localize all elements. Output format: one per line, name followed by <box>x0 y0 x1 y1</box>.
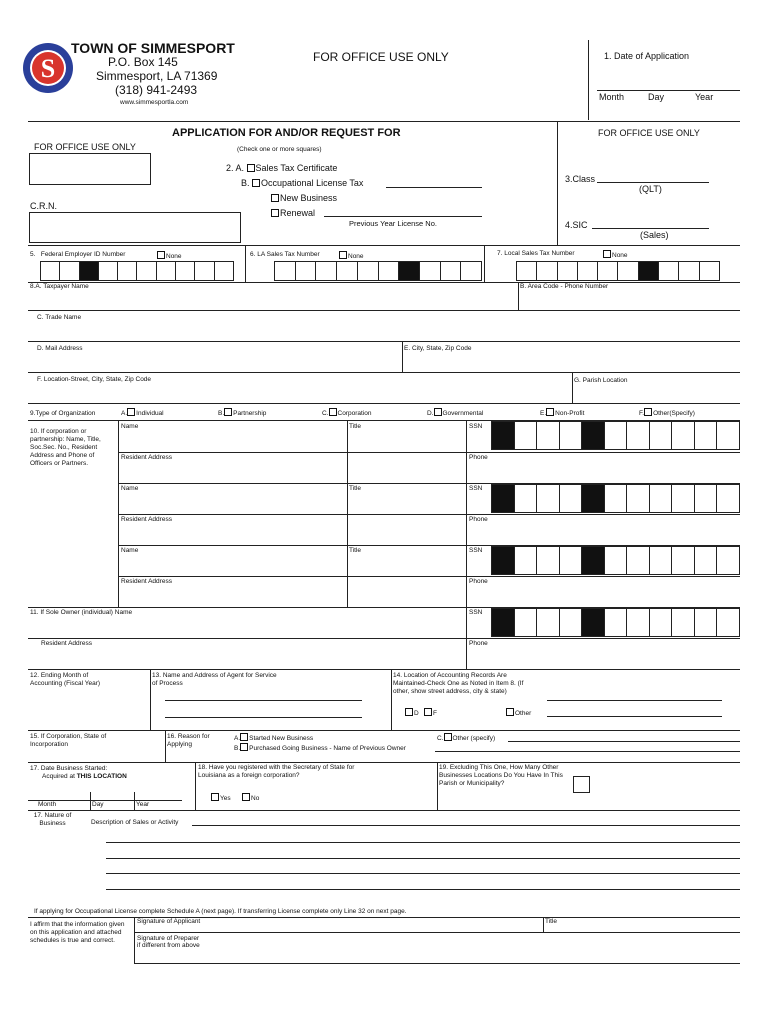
reason-c-letter: C. <box>437 735 444 742</box>
org-governmental-label: Governmental <box>442 410 484 417</box>
svg-text:S: S <box>40 54 56 83</box>
officer1-title-label: Title <box>349 423 362 430</box>
mail-address-label: D. Mail Address <box>37 345 83 352</box>
town-website: www.simmesportla.com <box>120 99 189 106</box>
org-c-letter: C. <box>322 410 329 417</box>
reason-other-field[interactable] <box>508 741 740 742</box>
officer3-title-label: Title <box>349 547 362 554</box>
previous-owner-field[interactable] <box>435 751 740 752</box>
sole-ssn-label: SSN <box>469 609 483 616</box>
org-nonprofit-label: Non-Profit <box>555 410 585 417</box>
foreign-corp-no-checkbox[interactable] <box>242 793 250 801</box>
org-nonprofit-checkbox[interactable] <box>546 408 554 416</box>
occ-license-row <box>241 178 363 189</box>
sales-label: (Sales) <box>640 230 669 240</box>
foreign-corp-yes <box>211 793 231 803</box>
new-business-checkbox[interactable] <box>271 194 279 202</box>
local-sales-tax-none <box>603 250 628 260</box>
officer2-ssn-label: SSN <box>469 485 483 492</box>
acquired-label <box>42 773 127 781</box>
la-sales-tax-digit-boxes[interactable] <box>274 261 482 281</box>
fiscal-year-label: 12. Ending Month of Accounting (Fiscal Year) <box>30 672 101 687</box>
officer3-name-label: Name <box>121 547 139 554</box>
prev-license-field[interactable] <box>324 216 482 217</box>
org-corporation-checkbox[interactable] <box>329 408 337 416</box>
accounting-records-label: 14. Location of Accounting Records Are Maintained-Check One as Noted in Item 8. (If other, show street address, city & state) <box>393 672 524 695</box>
town-name: TOWN OF SIMMESPORT <box>71 40 235 56</box>
reason-b-letter: B. <box>234 745 241 752</box>
title-label: Title <box>545 918 558 925</box>
accounting-field-2[interactable] <box>547 716 722 717</box>
org-f-letter: F. <box>639 410 645 417</box>
area-code-phone-label: B. Area Code - Phone Number <box>520 283 609 290</box>
accounting-d-option <box>405 708 419 718</box>
preparer-signature-label: Signature of Preparer <box>137 935 200 942</box>
sales-tax-checkbox[interactable] <box>247 164 255 172</box>
org-corporation <box>322 408 371 418</box>
officer3-phone-label: Phone <box>469 578 488 585</box>
new-business-label: New Business <box>280 193 338 203</box>
applicant-signature-field[interactable] <box>134 917 544 933</box>
sales-description-label: Description of Sales or Activity <box>91 819 179 826</box>
org-individual-label: Individual <box>136 410 164 417</box>
nature-of-business-label: 17. Nature of Business <box>33 812 72 827</box>
date-started-label: 17. Date Business Started: <box>30 765 108 772</box>
prev-license-label: Previous Year License No. <box>349 219 437 228</box>
officer2-resident-label: Resident Address <box>121 516 172 523</box>
org-e-letter: E. <box>540 410 547 417</box>
sales-tax-letter: 2. A. <box>226 163 245 173</box>
city-state-zip-label: E. City, State, Zip Code <box>404 345 472 352</box>
class-field[interactable] <box>597 182 709 183</box>
fein-number: 5. <box>30 251 36 258</box>
reason-b <box>234 743 406 753</box>
date-started-year: Year <box>136 801 150 808</box>
agent-field-1[interactable] <box>165 700 362 701</box>
date-day-label: Day <box>648 92 665 102</box>
incorporation-state-label: 15. If Corporation, State of Incorporation <box>30 733 107 748</box>
org-other-checkbox[interactable] <box>644 408 652 416</box>
org-partnership-label: Partnership <box>233 410 267 417</box>
org-individual <box>121 408 164 418</box>
reason-b-label: Purchased Going Business - Name of Previous Owner <box>249 745 406 752</box>
accounting-d-checkbox[interactable] <box>405 708 413 716</box>
la-sales-tax-none <box>339 251 364 261</box>
date-application-label: 1. Date of Application <box>604 51 690 61</box>
officer3-ssn-boxes[interactable] <box>491 546 740 575</box>
occ-license-letter: B. <box>241 178 250 188</box>
reason-c <box>437 733 495 743</box>
accounting-other-option <box>506 708 531 718</box>
taxpayer-name-label: 8.A. Taxpayer Name <box>30 283 89 290</box>
date-month-label: Month <box>599 92 625 102</box>
renewal-row <box>271 208 315 219</box>
org-nonprofit <box>540 408 584 418</box>
right-office-use: FOR OFFICE USE ONLY <box>598 128 700 138</box>
nature-line-1[interactable] <box>192 825 740 826</box>
nature-line-5[interactable] <box>106 889 740 890</box>
org-a-letter: A. <box>121 410 128 417</box>
officer2-name-label: Name <box>121 485 139 492</box>
sole-ssn-boxes[interactable] <box>491 608 740 637</box>
la-sales-tax-label: 6. LA Sales Tax Number <box>250 251 320 258</box>
preparer-signature-label2: if different from above <box>137 942 200 949</box>
date-started-day: Day <box>92 801 104 808</box>
reason-c-checkbox[interactable] <box>444 733 452 741</box>
fein-none <box>157 251 182 261</box>
occ-license-checkbox[interactable] <box>252 179 260 187</box>
reason-label: 16. Reason for Applying <box>167 733 210 748</box>
org-partnership <box>218 408 266 418</box>
check-note: (Check one or more squares) <box>237 146 322 153</box>
acquired-text: Acquired at <box>42 773 75 780</box>
footer-note: If applying for Occupational License complete Schedule A (next page). If transferring License complete only Line 32 on next page. <box>34 908 407 915</box>
renewal-checkbox[interactable] <box>271 209 279 217</box>
crn-label: C.R.N. <box>30 201 57 211</box>
local-sales-tax-digit-boxes[interactable] <box>516 261 720 281</box>
date-year-label: Year <box>695 92 714 102</box>
other-locations-box[interactable] <box>573 776 590 793</box>
sole-resident-label: Resident Address <box>41 640 92 647</box>
reason-a-checkbox[interactable] <box>240 733 248 741</box>
accounting-f-option <box>424 708 437 718</box>
preparer-signature-field[interactable] <box>134 963 740 964</box>
org-individual-checkbox[interactable] <box>127 408 135 416</box>
nature-line-4[interactable] <box>106 873 740 874</box>
acquired-location-bold: THIS LOCATION <box>76 773 127 780</box>
fein-label <box>30 251 125 259</box>
affirm-statement: I affirm that the information given on this application and attached schedules is true and correct. <box>30 921 125 944</box>
occ-license-label: Occupational License Tax <box>261 178 364 188</box>
nature-line-2[interactable] <box>106 842 740 843</box>
sic-field[interactable] <box>592 228 709 229</box>
town-city: Simmesport, LA 71369 <box>96 69 218 83</box>
location-street-label: F. Location-Street, City, State, Zip Code <box>37 376 152 383</box>
foreign-corp-label: 18. Have you registered with the Secretary of State for Louisiana as a foreign corporation? <box>198 764 355 779</box>
application-title: APPLICATION FOR AND/OR REQUEST FOR <box>172 127 401 139</box>
accounting-field-1[interactable] <box>547 700 722 701</box>
officer2-title-label: Title <box>349 485 362 492</box>
foreign-corp-no-label: No <box>251 795 260 802</box>
office-use-header: FOR OFFICE USE ONLY <box>313 50 449 64</box>
trade-name-label: C. Trade Name <box>37 314 82 321</box>
org-other <box>639 408 695 418</box>
seal-icon <box>22 42 74 94</box>
org-d-letter: D. <box>427 410 434 417</box>
town-seal <box>22 42 74 94</box>
foreign-corp-yes-checkbox[interactable] <box>211 793 219 801</box>
fein-text: Federal Employer ID Number <box>40 251 126 258</box>
sole-phone-label: Phone <box>469 640 488 647</box>
officers-label: 10. If corporation or partnership: Name, Title, Soc.Sec. No., Resident Address and Phone of Officers or Partners. <box>30 428 101 467</box>
agent-label: 13. Name and Address of Agent for Service of Process <box>152 672 277 687</box>
reason-a-label: Started New Business <box>249 735 314 742</box>
foreign-corp-no <box>242 793 259 803</box>
officer2-ssn-boxes[interactable] <box>491 484 740 513</box>
fein-none-checkbox[interactable] <box>157 251 165 259</box>
reason-c-label: Other (specify) <box>452 735 496 742</box>
agent-field-2[interactable] <box>165 717 362 718</box>
accounting-other-checkbox[interactable] <box>506 708 514 716</box>
fein-digit-boxes[interactable] <box>40 261 234 281</box>
parish-location-label: G. Parish Location <box>574 377 628 384</box>
applicant-signature-label: Signature of Applicant <box>137 918 201 925</box>
officer1-name-label: Name <box>121 423 139 430</box>
reason-a-letter: A. <box>234 735 241 742</box>
sic-label: 4.SIC <box>565 220 588 230</box>
date-started-month: Month <box>38 801 57 808</box>
other-locations-label: 19. Excluding This One, How Many Other Businesses Locations Do You Have In This Parish or Municipality? <box>439 764 563 787</box>
officer3-resident-label: Resident Address <box>121 578 172 585</box>
org-type-label: 9.Type of Organization <box>30 410 96 417</box>
new-business-row <box>271 193 337 204</box>
officer1-resident-label: Resident Address <box>121 454 172 461</box>
accounting-f-checkbox[interactable] <box>424 708 432 716</box>
accounting-d-label: D <box>414 710 419 717</box>
occ-license-field[interactable] <box>386 187 482 188</box>
po-box: P.O. Box 145 <box>108 55 178 69</box>
accounting-other-label: Other <box>515 710 532 717</box>
officer1-ssn-label: SSN <box>469 423 483 430</box>
org-corporation-label: Corporation <box>337 410 372 417</box>
reason-a <box>234 733 313 743</box>
qlt-label: (QLT) <box>639 184 662 194</box>
la-sales-none-label: None <box>348 253 364 260</box>
org-governmental <box>427 408 483 418</box>
left-office-use: FOR OFFICE USE ONLY <box>34 142 136 152</box>
nature-line-3[interactable] <box>106 858 740 859</box>
renewal-label: Renewal <box>280 208 316 218</box>
sole-owner-label: 11. If Sole Owner (individual) Name <box>30 609 133 616</box>
org-governmental-checkbox[interactable] <box>434 408 442 416</box>
officer3-ssn-label: SSN <box>469 547 483 554</box>
office-use-box[interactable] <box>29 153 151 185</box>
sales-tax-row <box>226 163 337 174</box>
officer1-phone-label: Phone <box>469 454 488 461</box>
sales-tax-label: Sales Tax Certificate <box>255 163 338 173</box>
reason-b-checkbox[interactable] <box>240 743 248 751</box>
fein-none-label: None <box>166 253 182 260</box>
crn-box[interactable] <box>29 212 241 243</box>
town-phone: (318) 941-2493 <box>115 83 198 97</box>
accounting-f-label: F <box>433 710 437 717</box>
date-application-field[interactable] <box>597 90 740 91</box>
local-sales-none-checkbox[interactable] <box>603 250 611 258</box>
local-sales-none-label: None <box>612 252 628 259</box>
foreign-corp-yes-label: Yes <box>220 795 231 802</box>
local-sales-tax-label: 7. Local Sales Tax Number <box>497 250 575 257</box>
org-partnership-checkbox[interactable] <box>224 408 232 416</box>
officer2-phone-label: Phone <box>469 516 488 523</box>
class-label: 3.Class <box>565 174 596 184</box>
officer1-ssn-boxes[interactable] <box>491 421 740 450</box>
org-b-letter: B. <box>218 410 225 417</box>
org-other-label: Other(Specify) <box>653 410 695 417</box>
title-field[interactable] <box>544 917 740 933</box>
la-sales-none-checkbox[interactable] <box>339 251 347 259</box>
